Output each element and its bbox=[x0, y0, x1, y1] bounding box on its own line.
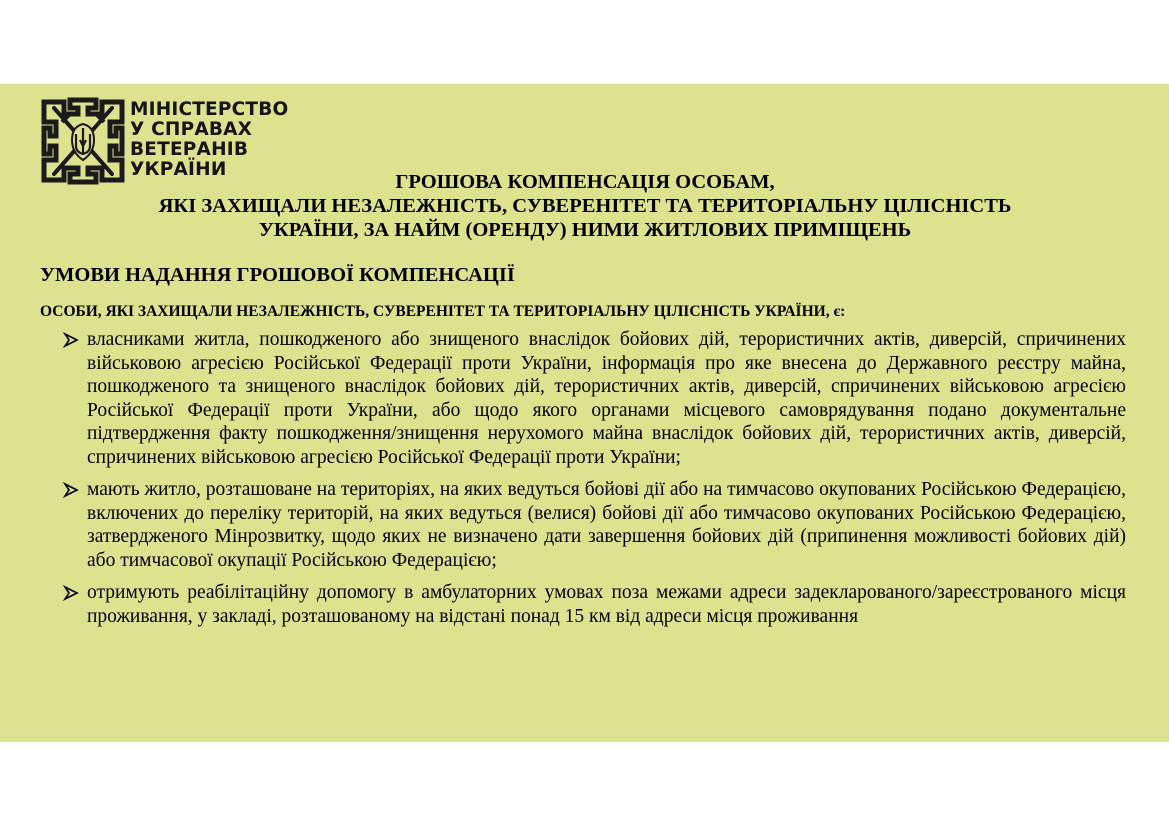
ministry-name-line: МІНІСТЕРСТВО bbox=[130, 99, 289, 120]
slide bbox=[0, 84, 1169, 742]
page-title bbox=[40, 170, 1130, 242]
title-line: ЯКІ ЗАХИЩАЛИ НЕЗАЛЕЖНІСТЬ, СУВЕРЕНІТЕТ ТА ТЕРИТОРІАЛЬНУ ЦІЛІСНІСТЬ bbox=[158, 195, 1012, 217]
list-item-text: власниками житла, пошкодженого або знищеного внаслідок бойових дій, терористичних актів, диверсій, спричинених військовою агресією Російської Федерації проти України, інформація про яке внесена до Державного реєстру майна, пошкодженого та знищеного внаслідок бойових дій, терористичних актів, диверсій, спричинених військовою агресією Російської Федерації проти України, або щодо якого органами місцевого самоврядування подано документальне підтвердження факту пошкодження/знищення нерухомого майна внаслідок бойових дій, терористичних актів, диверсій, спричинених військовою агресією Російської Федерації проти України; bbox=[87, 329, 1126, 468]
arrowhead-bullet-icon bbox=[62, 581, 80, 604]
title-line: ГРОШОВА КОМПЕНСАЦІЯ ОСОБАМ, bbox=[395, 171, 775, 193]
title-line: УКРАЇНИ, ЗА НАЙМ (ОРЕНДУ) НИМИ ЖИТЛОВИХ ПРИМІЩЕНЬ bbox=[258, 219, 912, 241]
list-item-text: отримують реабілітаційну допомогу в амбулаторних умовах поза межами адреси задекларованого/зареєстрованого місця проживання, у закладі, розташованому на відстані понад 15 км від адреси місця проживання bbox=[87, 582, 1126, 627]
ministry-name-line: У СПРАВАХ bbox=[130, 119, 253, 140]
ministry-name bbox=[130, 100, 288, 180]
arrowhead-bullet-icon bbox=[62, 328, 80, 351]
ministry-name-line: ВЕТЕРАНІВ bbox=[130, 139, 249, 160]
subheading: ОСОБИ, ЯКІ ЗАХИЩАЛИ НЕЗАЛЕЖНІСТЬ, СУВЕРЕНІТЕТ ТА ТЕРИТОРІАЛЬНУ ЦІЛІСНІСТЬ УКРАЇНИ, є: bbox=[40, 303, 846, 320]
arrowhead-bullet-icon bbox=[62, 478, 80, 501]
list-item bbox=[62, 328, 1126, 469]
list-item bbox=[62, 581, 1126, 628]
ministry-name-line: УКРАЇНИ bbox=[130, 159, 227, 180]
list-item bbox=[62, 478, 1126, 572]
list-item-text: мають житло, розташоване на територіях, на яких ведуться бойові дії або на тимчасово окупованих Російською Федерацією, включених до переліку територій, на яких ведуться (велися) бойові дії або тимчасово окупованих Російською Федерацією, затвердженого Мінрозвитку, щодо яких не визначено дати завершення бойових дій (припинення можливості бойових дій) або тимчасової окупації Російською Федерацією; bbox=[87, 479, 1126, 571]
section-heading: УМОВИ НАДАННЯ ГРОШОВОЇ КОМПЕНСАЦІЇ bbox=[40, 264, 515, 286]
conditions-list bbox=[62, 328, 1126, 637]
